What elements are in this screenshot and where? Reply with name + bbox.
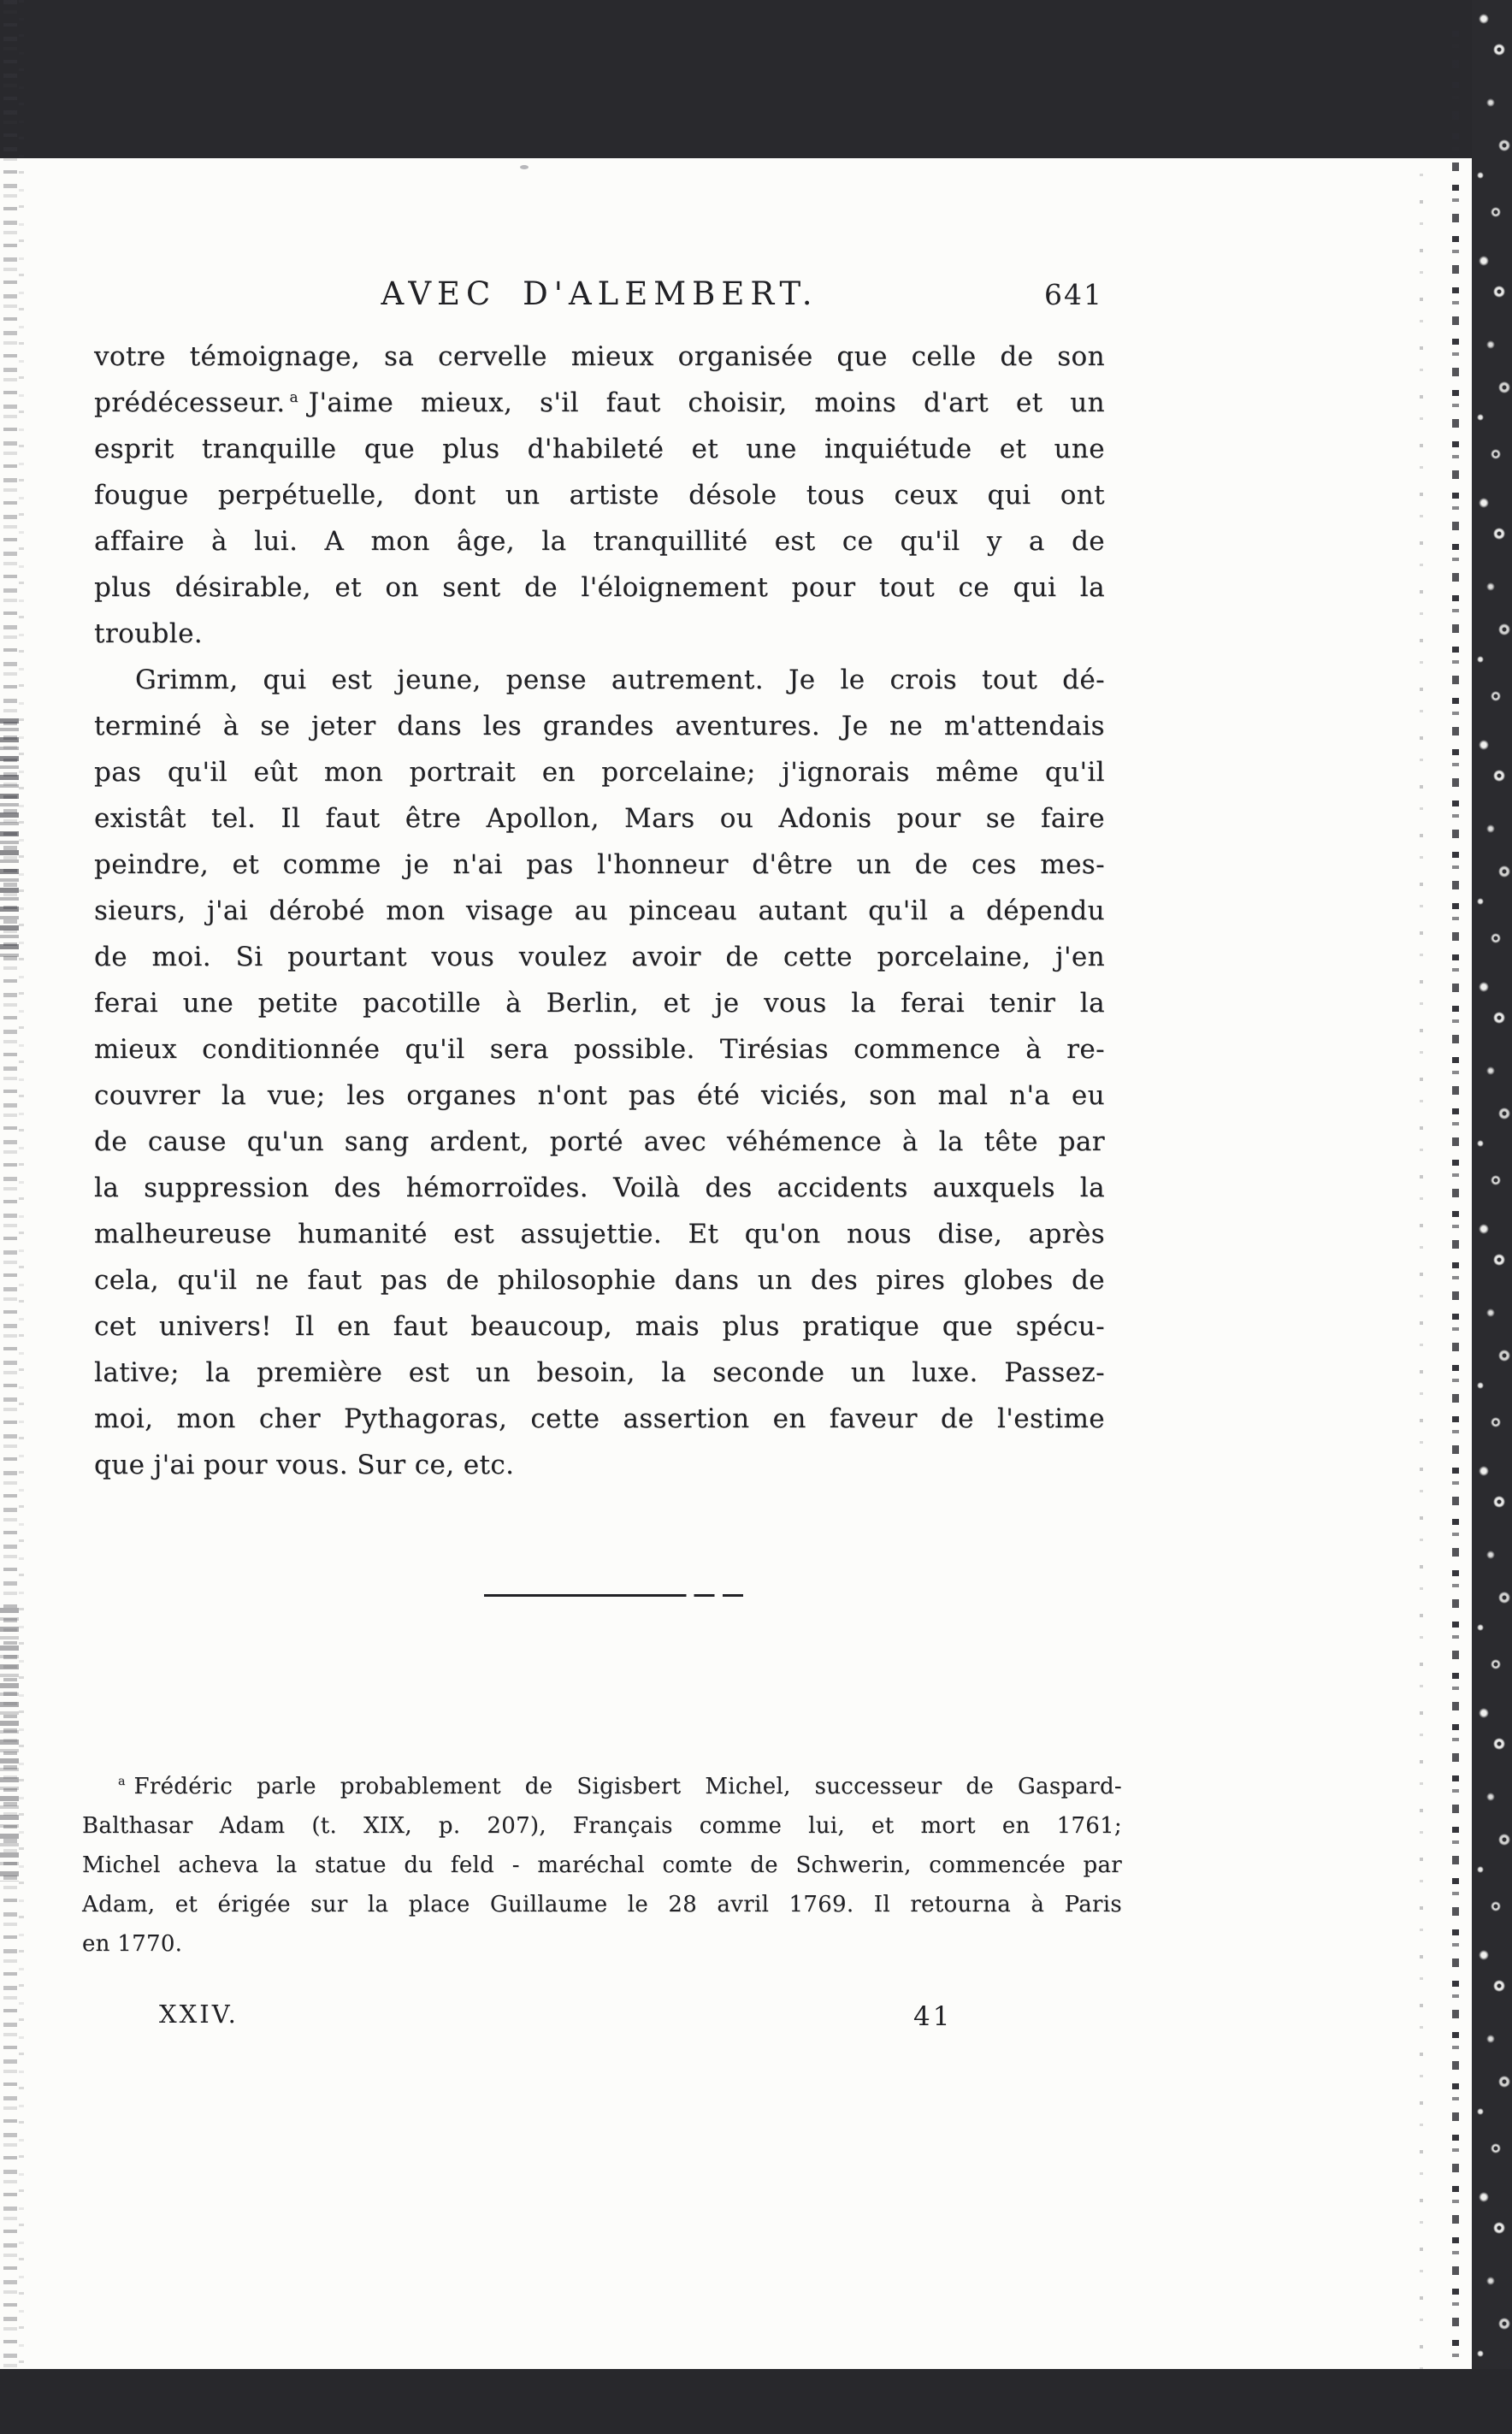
body-line: malheureuse humanité est assujettie. Et qu'on nous dise, après	[94, 1219, 1105, 1249]
scan-artifact-left-noise-dense	[0, 718, 19, 958]
footnote-line-segment: Frédéric parle probablement de Sigisbert Michel, successeur de Gaspard-	[133, 1774, 1122, 1799]
signature-row	[0, 1994, 1512, 2041]
body-line: terminé à se jeter dans les grandes aventures. Je ne m'attendais	[94, 711, 1105, 741]
scan-artifact-fore-edge-band	[1472, 0, 1512, 2434]
body-line: votre témoignage, sa cervelle mieux organisée que celle de son	[94, 341, 1105, 372]
body-line: Grimm, qui est jeune, pense autrement. Je le crois tout dé-	[135, 665, 1105, 695]
body-line: affaire à lui. A mon âge, la tranquillité est ce qu'il y a de	[94, 526, 1105, 557]
scan-artifact-left-noise	[3, 0, 17, 2434]
scan-artifact-stitch-line	[1452, 31, 1459, 2434]
body-line: existât tel. Il faut être Apollon, Mars ou Adonis pour se faire	[94, 803, 1105, 834]
footnote-line: Balthasar Adam (t. XIX, p. 207), Français comme lui, et mort en 1761;	[82, 1813, 1122, 1839]
footnote-line: en 1770.	[82, 1931, 183, 1957]
body-line: cet univers! Il en faut beaucoup, mais plus pratique que spécu-	[94, 1311, 1105, 1342]
volume-signature: XXIV.	[159, 2000, 239, 2029]
footnote-marker-a: a	[118, 1775, 126, 1789]
body-line: mieux conditionnée qu'il sera possible. Tirésias commence à re-	[94, 1034, 1105, 1065]
body-line: cela, qu'il ne faut pas de philosophie dans un des pires globes de	[94, 1265, 1105, 1296]
footnote-line: Adam, et érigée sur la place Guillaume le 28 avril 1769. Il retourna à Paris	[82, 1892, 1122, 1917]
body-line-segment: prédécesseur.	[94, 387, 286, 418]
running-head	[94, 275, 1105, 316]
scan-artifact-left-noise-dense	[0, 1608, 19, 1882]
scan-artifact-speck	[520, 165, 529, 169]
body-line-segment: J'aime mieux, s'il faut choisir, moins d'art et un	[308, 387, 1105, 418]
body-line: peindre, et comme je n'ai pas l'honneur d'être un de ces mes-	[94, 849, 1105, 880]
body-line: esprit tranquille que plus d'habileté et une inquiétude et une	[94, 434, 1105, 464]
running-title: AVEC D'ALEMBERT.	[381, 275, 818, 312]
body-line: de cause qu'un sang ardent, porté avec véhémence à la tête par	[94, 1126, 1105, 1157]
page-number: 641	[1044, 278, 1103, 311]
body-line: plus désirable, et on sent de l'éloignement pour tout ce qui la	[94, 572, 1105, 603]
body-line: la suppression des hémorroïdes. Voilà des accidents auxquels la	[94, 1173, 1105, 1203]
body-line: fougue perpétuelle, dont un artiste désole tous ceux qui ont	[94, 480, 1105, 511]
section-divider-rule	[484, 1594, 743, 1597]
sheet-number: 41	[913, 2001, 953, 2032]
scan-artifact-left-noise-secondary	[19, 0, 24, 2434]
body-line: que j'ai pour vous. Sur ce, etc.	[94, 1450, 515, 1480]
body-line: trouble.	[94, 618, 204, 649]
scan-artifact-bottom-bar	[0, 2369, 1512, 2434]
body-line: pas qu'il eût mon portrait en porcelaine; j'ignorais même qu'il	[94, 757, 1105, 788]
letter-body	[94, 334, 1105, 1488]
body-line: sieurs, j'ai dérobé mon visage au pinceau autant qu'il a dépendu	[94, 895, 1105, 926]
body-line: lative; la première est un besoin, la seconde un luxe. Passez-	[94, 1357, 1105, 1388]
footnote-reference-a: a	[289, 388, 298, 406]
footnote-line	[82, 1767, 1122, 1806]
body-line: de moi. Si pourtant vous voulez avoir de cette porcelaine, j'en	[94, 942, 1105, 972]
body-line: moi, mon cher Pythagoras, cette assertion en faveur de l'estime	[94, 1403, 1105, 1434]
body-line	[94, 380, 1105, 426]
body-line: ferai une petite pacotille à Berlin, et je vous la ferai tenir la	[94, 988, 1105, 1019]
footnote	[82, 1767, 1122, 1964]
body-line: couvrer la vue; les organes n'ont pas été viciés, son mal n'a eu	[94, 1080, 1105, 1111]
footnote-line: Michel acheva la statue du feld - maréchal comte de Schwerin, commencée par	[82, 1852, 1122, 1878]
scan-artifact-top-bar	[0, 0, 1512, 158]
